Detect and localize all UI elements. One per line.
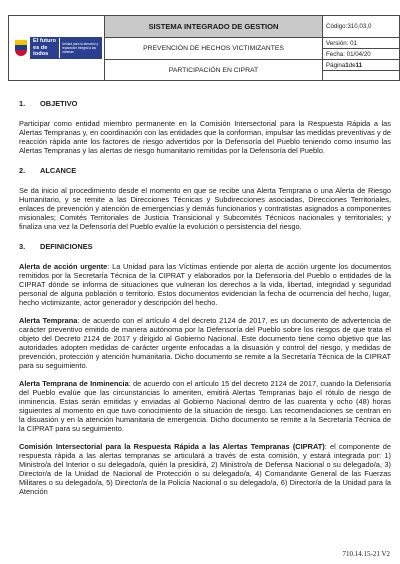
colombia-shield-icon	[15, 40, 27, 56]
objetivo-paragraph: Participar como entidad miembro permanente en la Comisión Intersectorial para la Respuesta Rápida a las Alertas Tempranas y, en coordinación con las entidades que la conforman, impulsar las medidas preventivas y de reacción rápida ante los factores de riesgo advertidos por la Defensoría del Pueblo teniendo como insumo las Alertas Tempranas y las alertas de riesgo humanitario remitidas por la Defensoría del Pueblo.	[19, 119, 391, 155]
document-body	[19, 88, 391, 505]
definition-term: Comisión Intersectorial para la Respuesta Rápida a las Alertas Tempranas (CIPRAT)	[19, 442, 325, 451]
definition-term: Alerta Temprana de Inminencia	[19, 379, 129, 388]
definition-term: Alerta Temprana	[19, 316, 78, 325]
document-date: Fecha: 01/04/20	[323, 49, 399, 60]
section-heading-definiciones: 3. DEFINICIONES	[19, 242, 93, 251]
document-version: Versión: 01	[323, 38, 399, 49]
document-code: Código:310,03,0	[323, 16, 399, 38]
system-title: SISTEMA INTEGRADO DE GESTION	[105, 16, 322, 38]
definition-item	[19, 316, 391, 370]
footer-code: 710.14.15-21 V2	[342, 550, 390, 558]
definition-text: : La Unidad para las Víctimas entiende por alerta de acción urgente los documentos remitidos por la Secretaría Técnica de la CIPRAT y elaborados por la Defensoría del Pueblo o entidades de la CIPRAT dónde se informa de situaciones que vulneran los derechos a la vida, libertad, integridad y seguridad personal de alguna población o territorio. Estos documentos evidencian la fecha de ocurrencia del hecho, lugar, hecho victimizante, actor generador y descripción del hecho.	[19, 262, 391, 307]
header-empty-cell	[323, 71, 399, 80]
definition-item	[19, 379, 391, 433]
logo-sub-text: Unidad para la atención y reparación integral a las víctimas	[62, 42, 99, 54]
unidad-victimas-logo	[30, 37, 102, 59]
definition-text: : de acuerdo con el artículo 4 del decreto 2124 de 2017, es un documento de advertencia de carácter preventivo emitido de manera autónoma por la Defensoría del Pueblo sobre los riesgos de que trata el objeto del Decreto 2124 de 2017 y dirigido al Gobierno Nacional. Este documento tiene como objetivo que las autoridades adopten medidas de carácter urgente enfocadas a la disuasión y control del riesgo, y medidas de prevención, protección y atención humanitaria. Dicho documento se remite a la Secretaría Técnica de la CIPRAT para su seguimiento.	[19, 316, 391, 370]
definition-item	[19, 262, 391, 307]
definition-text: : el componente de respuesta rápida a las alertas tempranas se articulará a través de esta comisión, y estará integrada por: 1) Ministro/a del Interior o su delegado/a, quién la presidirá, 2) Ministro/a de Defensa Nacional o su delegado/a, 3) Director/a de la Unidad de Nacional de Protección o su delegado/a, 4) Comandante General de las Fuerzas Militares o su delegado/a, 5) Director/a de la Policía Nacional o su delegado/a, 6) Director/a de la Unidad para la Atención	[19, 442, 391, 496]
section-heading-alcance: 2. ALCANCE	[19, 166, 77, 175]
page-number: Página 1 de 11	[323, 60, 399, 71]
definition-text: : de acuerdo con el artículo 15 del decreto 2124 de 2017, cuando la Defensoría del Pueblo evalúe que las circunstancias lo ameriten, emitirá Alertas Tempranas bajo el rótulo de riesgo de inminencia. Estas serán emitidas y enviadas al Gobierno Nacional dentro de las cuarenta y ocho (48) horas siguientes al momento en que tuvo conocimiento de la situación de riesgo. Las recomendaciones se centran en la disuasión y en la atención humanitaria de emergencia. Dicho documento se remite a la Secretaría Técnica de la CIPRAT para su seguimiento.	[19, 379, 391, 433]
logo-main-text: El futuro es de todos	[30, 38, 60, 58]
alcance-paragraph: Se da inicio al procedimiento desde el momento en que se recibe una Alerta Temprana o una Alerta de Riesgo Humanitario, y se remite a las Direcciones Técnicas y Subdirecciones asociadas, Direcciones Territoriales, enlaces de prevención y atención de emergencias y demás funcionarios y contratistas asignados a componentes misionales; Comités Territoriales de Justicia Transicional y Subcomités Técnicos nacionales y territoriales; y finaliza una vez la Defensoría del Pueblo evalúe la evolución o persistencia del riesgo.	[19, 186, 391, 231]
document-header	[8, 15, 400, 81]
procedure-title: PREVENCIÓN DE HECHOS VICTIMIZANTES	[105, 38, 322, 60]
logo-cell	[9, 16, 105, 80]
header-metadata	[323, 16, 399, 80]
document-title: PARTICIPACIÓN EN CIPRAT	[168, 66, 259, 74]
definition-term: Alerta de acción urgente	[19, 262, 108, 271]
section-heading-objetivo: 1. OBJETIVO	[19, 99, 78, 108]
definition-item	[19, 442, 391, 496]
header-titles	[105, 16, 323, 80]
